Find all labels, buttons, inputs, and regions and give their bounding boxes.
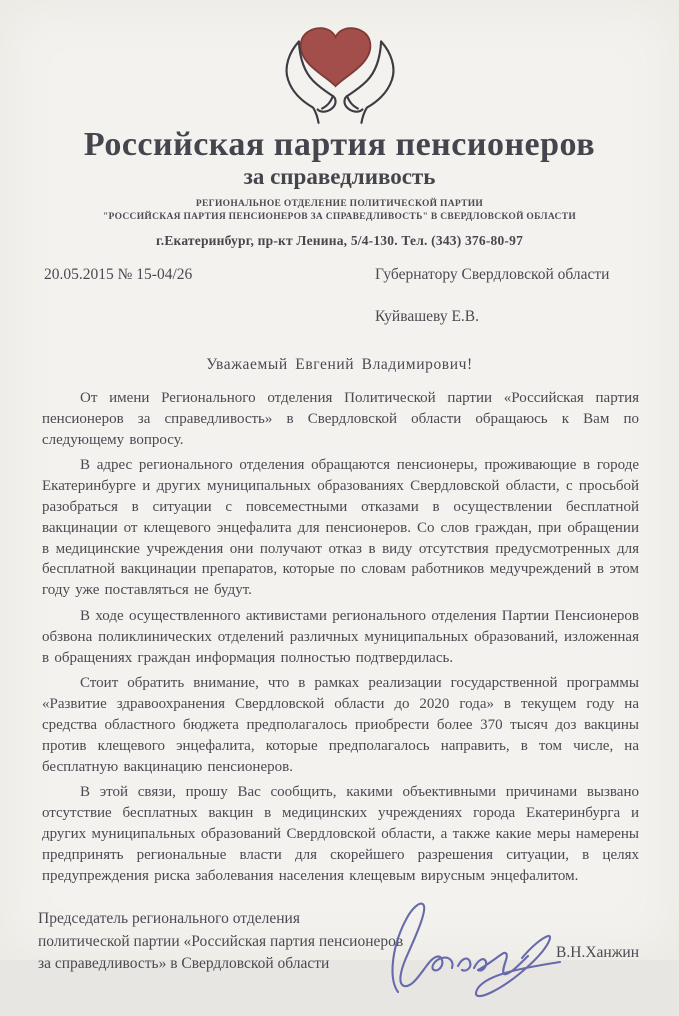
paragraph-3: В ходе осуществленного активистами регионального отделения Партии Пенсионеров обзвона поликлинических отделений различных муниципальных образований, изложенная в обращениях граждан информация полностью подтвердилась.: [42, 607, 639, 666]
salutation: Уважаемый Евгений Владимирович!: [206, 356, 473, 373]
hands-holding-heart-logo: [264, 18, 416, 124]
signer-title-line2: политической партии «Российская партия пенсионеров: [38, 932, 404, 950]
letter-body: [0, 374, 679, 886]
paragraph-1: От имени Регионального отделения Политической партии «Российская партия пенсионеров за справедливость» в Свердловской области обращаюсь к Вам по следующему вопросу.: [42, 390, 639, 448]
letterhead: [0, 0, 679, 249]
addressee-position: Губернатору Свердловской области: [375, 266, 610, 283]
signer-title-line1: Председатель регионального отделения: [38, 910, 300, 928]
signer-name: В.Н.Ханжин: [556, 944, 639, 962]
reference-row: [0, 249, 679, 326]
signer-title-line3: за справедливость» в Свердловской области: [38, 955, 330, 973]
paragraph-4: Стоит обратить внимание, что в рамках реализации государственной программы «Развитие здравоохранения Свердловской области до 2020 года» в текущем году на средства областного бюджета предполагалось приобрести более 370 тысяч доз вакцины против клещевого энцефалита, которые предполагалось направить, в том числе, на бесплатную вакцинацию пенсионеров.: [42, 675, 639, 775]
addressee-block: [375, 266, 637, 326]
address-line: г.Екатеринбург, пр-кт Ленина, 5/4-130. Тел. (343) 376-80-97: [155, 233, 524, 248]
handwritten-signature: [376, 896, 576, 1016]
addressee-name: Куйвашеву Е.В.: [375, 308, 479, 325]
date-and-number: 20.05.2015 № 15-04/26: [44, 266, 193, 283]
paragraph-5: В этой связи, прошу Вас сообщить, какими объективными причинами вызвано отсутствие бесплатных вакцин в медицинских учреждениях города Екатеринбурга и других муниципальных образований Свердловской области, а также какие меры намерены предпринять региональные власти для скорейшего разрешения ситуации, в целях предупреждения риска заболевания населения клещевым вирусным энцефалитом.: [42, 784, 639, 884]
org-line-2: "РОССИЙСКАЯ ПАРТИЯ ПЕНСИОНЕРОВ ЗА СПРАВЕДЛИВОСТЬ" В СВЕРДЛОВСКОЙ ОБЛАСТИ: [102, 212, 577, 222]
org-line-1: РЕГИОНАЛЬНОЕ ОТДЕЛЕНИЕ ПОЛИТИЧЕСКОЙ ПАРТИИ: [195, 199, 484, 209]
party-title: Российская партия пенсионеров: [83, 126, 596, 163]
party-subtitle: за справедливость: [243, 164, 436, 189]
org-lines: [0, 198, 679, 224]
signature-block: [0, 908, 679, 976]
paragraph-2: В адрес регионального отделения обращаются пенсионеры, проживающие в городе Екатеринбурге и других муниципальных образованиях Свердловской области, с просьбой разобраться в ситуации с повсеместными отказами в осуществлении бесплатной вакцинации от клещевого энцефалита для пенсионеров. Со слов граждан, при обращении в медицинские учреждения они получают отказ в виду отсутствия предусмотренных для бесплатной вакцинации препаратов, которые по словам работников медучреждений в этом году уже поставляться не будут.: [42, 457, 639, 599]
